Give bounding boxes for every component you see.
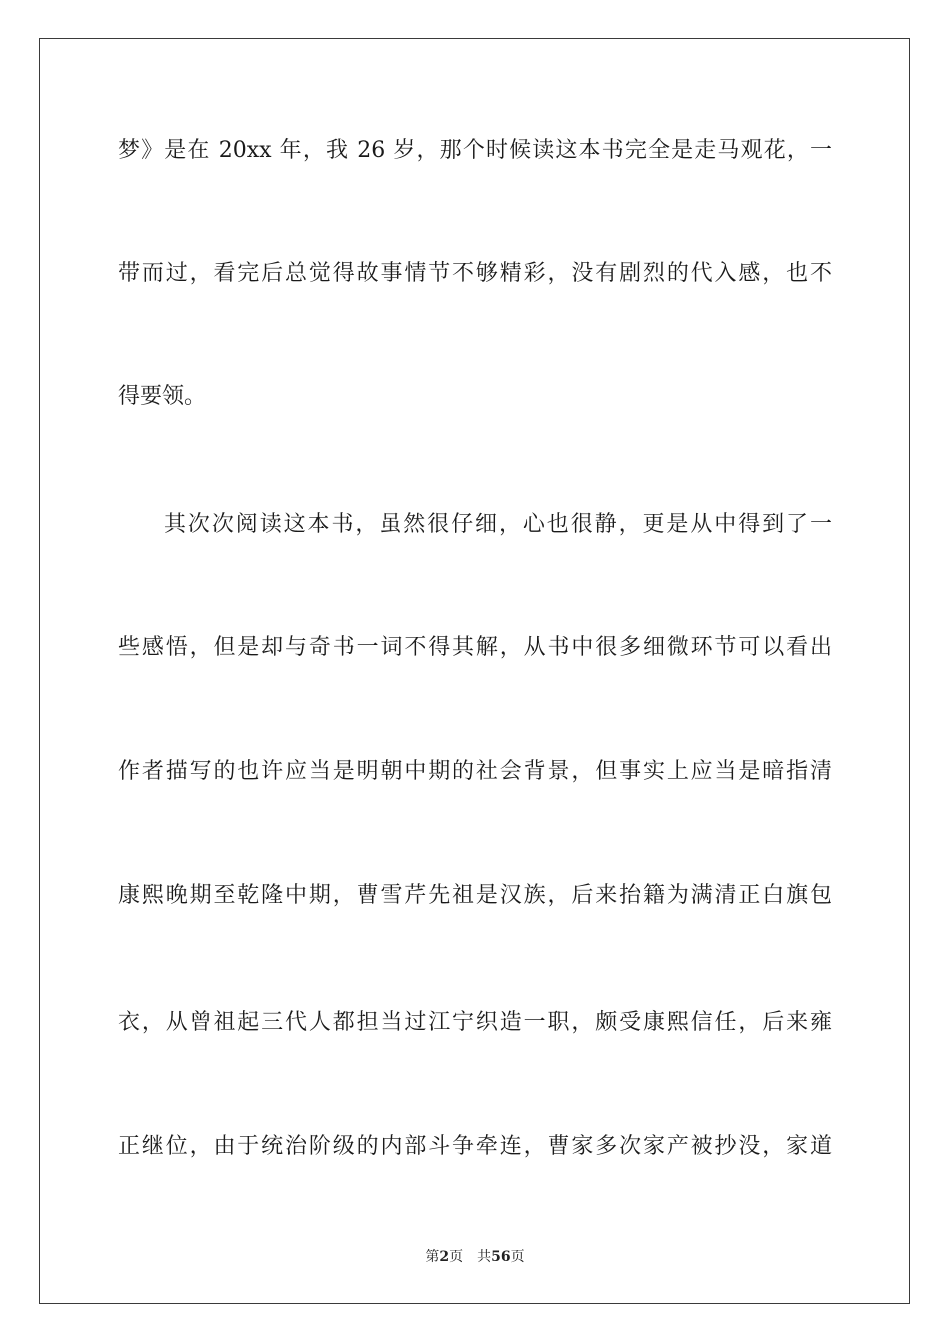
body-text-line-2: 带而过，看完后总觉得故事情节不够精彩，没有剧烈的代入感，也不 xyxy=(118,261,832,286)
total-prefix: 共 xyxy=(477,1249,492,1265)
page-frame xyxy=(39,38,910,1304)
body-text-line-6: 作者描写的也许应当是明朝中期的社会背景，但事实上应当是暗指清 xyxy=(118,759,832,784)
body-text-line-4: 其次次阅读这本书，虽然很仔细，心也很静，更是从中得到了一 xyxy=(164,512,832,537)
total-suffix: 页 xyxy=(510,1249,525,1265)
body-text-line-9: 正继位，由于统治阶级的内部斗争牵连，曹家多次家产被抄没，家道 xyxy=(118,1134,832,1159)
total-pages: 56 xyxy=(491,1249,511,1265)
body-text-line-1: 梦》是在 20xx 年，我 26 岁，那个时候读这本书完全是走马观花，一 xyxy=(118,138,832,163)
body-text-line-5: 些感悟，但是却与奇书一词不得其解，从书中很多细微环节可以看出 xyxy=(118,635,832,660)
body-text-line-3: 得要领。 xyxy=(118,384,207,409)
body-text-line-7: 康熙晚期至乾隆中期，曹雪芹先祖是汉族，后来抬籍为满清正白旗包 xyxy=(118,883,832,908)
page-footer xyxy=(0,1248,950,1266)
page-number: 2 xyxy=(439,1249,450,1265)
body-text-line-8: 衣，从曾祖起三代人都担当过江宁织造一职，颇受康熙信任，后来雍 xyxy=(118,1010,832,1035)
page-prefix: 第 xyxy=(425,1249,440,1265)
page-suffix: 页 xyxy=(449,1249,464,1265)
